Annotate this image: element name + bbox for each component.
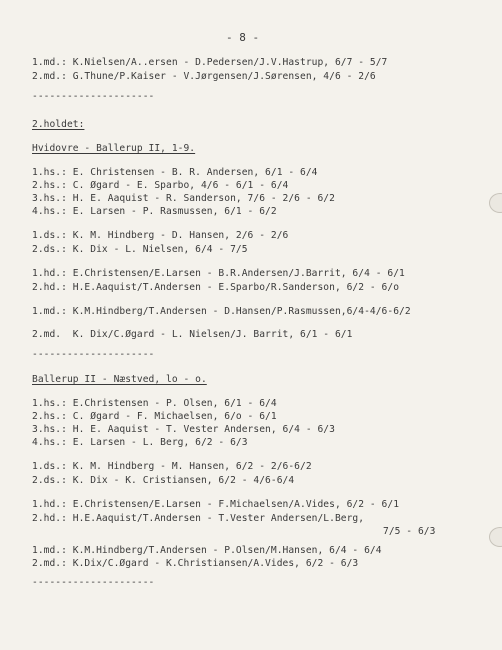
page-number: - 8 -	[226, 31, 260, 44]
doubles-line: 2.hd.: H.E.Aaquist/T.Andersen - E.Sparbo/R.Sanderson, 6/2 - 6/o	[32, 282, 400, 293]
mixed-doubles-line: 1.md.: K.M.Hindberg/T.Andersen - D.Hansen/P.Rasmussen,6/4-4/6-6/2	[32, 306, 411, 317]
section-heading: 2.holdet:	[32, 119, 85, 130]
singles-line: 1.hs.: E. Christensen - B. R. Andersen, 6/1 - 6/4	[32, 167, 318, 178]
singles-line: 2.hs.: C. Øgard - F. Michaelsen, 6/o - 6/1	[32, 411, 277, 422]
singles-line: 3.hs.: H. E. Aaquist - T. Vester Andersen, 6/4 - 6/3	[32, 424, 335, 435]
mixed-doubles-line: 1.md.: K.M.Hindberg/T.Andersen - P.Olsen/M.Hansen, 6/4 - 6/4	[32, 545, 382, 556]
mixed-doubles-line: 2.md. K. Dix/C.Øgard - L. Nielsen/J. Barrit, 6/1 - 6/1	[32, 329, 353, 340]
doubles-line: 2.md.: G.Thune/P.Kaiser - V.Jørgensen/J.Sørensen, 4/6 - 2/6	[32, 71, 376, 82]
divider: ---------------------	[32, 349, 155, 360]
match-title: Ballerup II - Næstved, lo - o.	[32, 374, 207, 385]
punch-hole	[489, 193, 502, 213]
doubles-line: 1.md.: K.Nielsen/A..ersen - D.Pedersen/J.V.Hastrup, 6/7 - 5/7	[32, 57, 388, 68]
doubles-line: 1.hd.: E.Christensen/E.Larsen - F.Michaelsen/A.Vides, 6/2 - 6/1	[32, 499, 400, 510]
doubles-line: 2.hd.: H.E.Aaquist/T.Andersen - T.Vester Andersen/L.Berg,	[32, 513, 365, 524]
mixed-doubles-line: 2.md.: K.Dix/C.Øgard - K.Christiansen/A.Vides, 6/2 - 6/3	[32, 558, 359, 569]
womens-singles-line: 1.ds.: K. M. Hindberg - M. Hansen, 6/2 - 2/6-6/2	[32, 461, 312, 472]
doubles-line: 1.hd.: E.Christensen/E.Larsen - B.R.Andersen/J.Barrit, 6/4 - 6/1	[32, 268, 405, 279]
singles-line: 2.hs.: C. Øgard - E. Sparbo, 4/6 - 6/1 - 6/4	[32, 180, 289, 191]
womens-singles-line: 2.ds.: K. Dix - K. Cristiansen, 6/2 - 4/6-6/4	[32, 475, 295, 486]
match-title: Hvidovre - Ballerup II, 1-9.	[32, 143, 196, 154]
divider: ---------------------	[32, 577, 155, 588]
singles-line: 4.hs.: E. Larsen - P. Rasmussen, 6/1 - 6/2	[32, 206, 277, 217]
singles-line: 4.hs.: E. Larsen - L. Berg, 6/2 - 6/3	[32, 437, 248, 448]
divider: ---------------------	[32, 91, 155, 102]
punch-hole	[489, 527, 502, 547]
singles-line: 3.hs.: H. E. Aaquist - R. Sanderson, 7/6 - 2/6 - 6/2	[32, 193, 335, 204]
singles-line: 1.hs.: E.Christensen - P. Olsen, 6/1 - 6/4	[32, 398, 277, 409]
doubles-line-continuation: 7/5 - 6/3	[383, 526, 436, 537]
womens-singles-line: 1.ds.: K. M. Hindberg - D. Hansen, 2/6 - 2/6	[32, 230, 289, 241]
womens-singles-line: 2.ds.: K. Dix - L. Nielsen, 6/4 - 7/5	[32, 244, 248, 255]
